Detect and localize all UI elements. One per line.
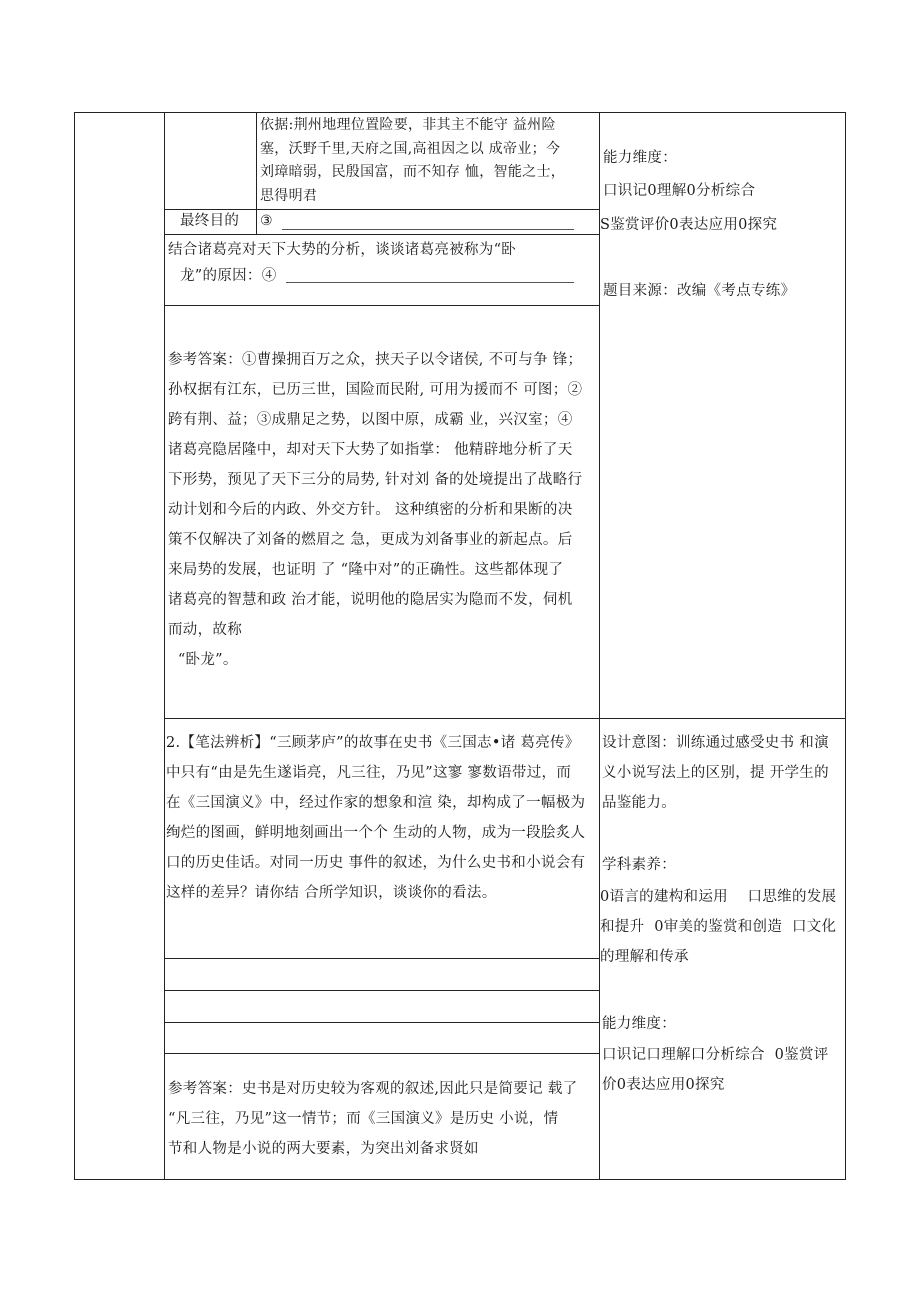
side2-literacy-label: 学科素养： — [602, 857, 676, 873]
question-line-1: 结合诸葛亮对天下大势的分析，谈谈诸葛亮被称为“卧 — [168, 242, 517, 258]
ability-line: 口识记口理解口分析综合 0鉴赏评 — [602, 1047, 829, 1063]
answer1-text — [168, 345, 598, 675]
design-line: 设计意图：训练通过感受史书 和演 — [602, 735, 829, 751]
answer2-line: 参考答案：史书是对历史较为客观的叙述,因此只是简要记 载了 — [168, 1081, 578, 1097]
border-right — [845, 112, 846, 1180]
side2-literacy — [600, 882, 845, 972]
side2-ability-label: 能力维度： — [602, 1016, 676, 1032]
answer1-line: 策不仅解决了刘备的燃眉之 急，更成为刘备事业的新起点。后 — [168, 532, 573, 548]
answer-line-1 — [164, 958, 599, 959]
final-goal-blank[interactable] — [282, 229, 574, 230]
answer1-line: 来局势的发展，也证明 了 “隆中对”的正确性。这些都体现了 — [168, 562, 564, 578]
literacy-line: 0语言的建构和运用 口思维的发展 — [600, 889, 837, 905]
answer-line-3 — [164, 1022, 599, 1023]
answer1-line: 而动，故称 — [168, 622, 242, 638]
answer1-line: 跨有荆、益；③成鼎足之势，以图中原，成霸 业，兴汉室；④ — [168, 412, 573, 428]
literacy-line: 和提升 0审美的鉴赏和创造 口文化 — [600, 919, 837, 935]
q2-text — [166, 728, 599, 908]
final-goal-marker: ③ — [260, 213, 273, 229]
basis-text — [260, 114, 596, 208]
border-top — [74, 112, 846, 113]
answer1-line: 诸葛亮的智慧和政 治才能，说明他的隐居实为隐而不发，伺机 — [168, 592, 573, 608]
answer1-line: 动计划和今后的内政、外交方针。 这种缜密的分析和果断的决 — [168, 502, 573, 518]
section-divider — [164, 718, 846, 719]
answer-line-4 — [164, 1053, 599, 1054]
question-blank[interactable] — [286, 282, 574, 283]
question-line-2: 龙”的原因：④ — [180, 268, 277, 284]
answer2-text — [168, 1074, 598, 1164]
answer2-line: 节和人物是小说的两大要素，为突出刘备求贤如 — [168, 1141, 479, 1157]
design-line: 义小说写法上的区别，提 开学生的 — [602, 765, 829, 781]
answer1-line: 孙权据有江东，已历三世，国险而民附, 可用为援而不 可图；② — [168, 382, 583, 398]
basis-line: 思得明君 — [260, 187, 318, 204]
col-divider-1 — [164, 112, 165, 1180]
col-divider-3 — [599, 112, 600, 1180]
border-left — [74, 112, 75, 1180]
q2-line: 中只有“由是先生遂诣亮，凡三往，乃见”这寥 寥数语带过，而 — [166, 765, 572, 781]
basis-line: 塞，沃野千里,天府之国,高祖因之以 成帝业；今 — [260, 140, 561, 157]
q2-line: 这样的差异？请你结 合所学知识，谈谈你的看法。 — [166, 885, 497, 901]
side2-ability — [602, 1040, 845, 1100]
ability-line: 价0表达应用0探究 — [602, 1077, 725, 1093]
design-line: 品鉴能力。 — [602, 795, 676, 811]
answer-line-2 — [164, 990, 599, 991]
side1-ability-label: 能力维度： — [603, 150, 677, 166]
q2-line: 绚烂的图画，鲜明地刻画出一个个 生动的人物，成为一段脍炙人 — [166, 825, 586, 841]
side1-ability-line-1: 口识记0理解0分析综合 — [603, 183, 756, 199]
answer1-line: 下形势，预见了天下三分的局势, 针对刘 备的处境提出了战略行 — [168, 472, 583, 488]
answer1-line: “卧龙”。 — [168, 652, 238, 668]
q2-line: 2.【笔法辨析】“三顾茅庐”的故事在史书《三国志•诸 葛亮传》 — [166, 735, 580, 751]
final-goal-label: 最终目的 — [180, 213, 240, 229]
answer2-line: “凡三往，乃见”这一情节；而《三国演义》是历史 小说，情 — [168, 1111, 559, 1127]
side1-source: 题目来源：改编《考点专练》 — [603, 283, 796, 299]
basis-line: 刘璋暗弱，民殷国富，而不知存 恤，智能之士， — [260, 164, 566, 180]
answer1-line: 参考答案：①曹操拥百万之众，挟天子以令诸侯, 不可与争 锋； — [168, 352, 583, 368]
q2-line: 在《三国演义》中，经过作家的想象和渲 染，却构成了一幅极为 — [166, 795, 586, 811]
side2-design — [602, 728, 844, 818]
col-divider-2 — [256, 112, 257, 234]
basis-line: 依据:荆州地理位置险要，非其主不能守 益州险 — [260, 117, 556, 133]
q2-line: 口的历史佳话。对同一历史 事件的叙述，为什么史书和小说会有 — [166, 855, 586, 871]
side1-ability-line-2: S鉴赏评价0表达应用0探究 — [600, 217, 778, 233]
answer1-line: 诸葛亮隐居隆中，却对天下大势了如指掌： 他精辟地分析了天 — [168, 442, 573, 458]
border-bottom — [74, 1179, 846, 1180]
literacy-line: 的理解和传承 — [600, 949, 689, 965]
row-rule-3 — [164, 305, 599, 306]
